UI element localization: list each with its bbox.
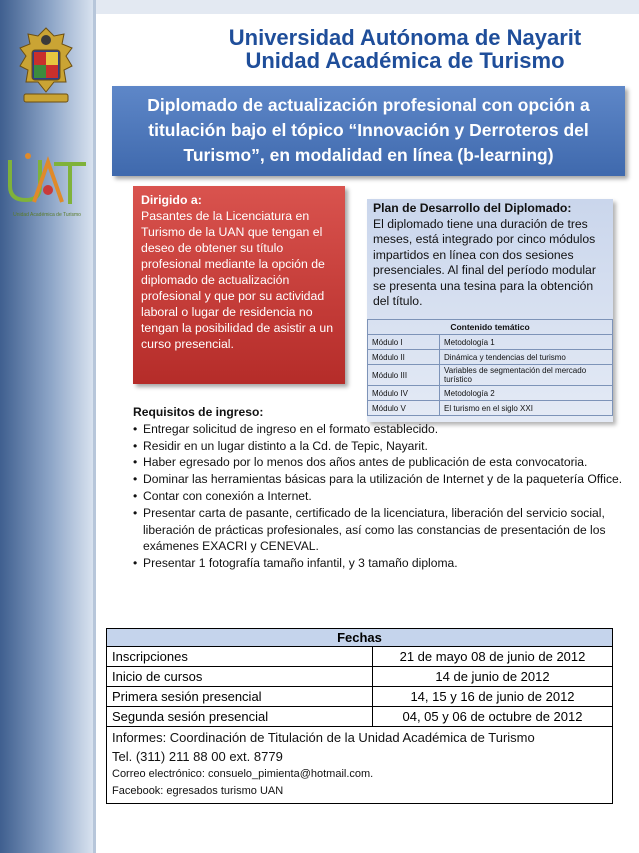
- table-row: [107, 707, 612, 727]
- left-sidebar-band: [0, 0, 93, 853]
- date-label: Segunda sesión presencial: [107, 707, 373, 726]
- plan-description: [367, 199, 613, 310]
- module-label: Módulo III: [368, 365, 440, 386]
- university-shield-logo: [14, 26, 78, 106]
- list-item: • Entregar solicitud de ingreso en el formato establecido.: [133, 421, 623, 438]
- list-item: • Presentar 1 fotografía tamaño infantil, y 3 tamaño diploma.: [133, 555, 623, 572]
- target-heading: Dirigido a:: [141, 193, 202, 207]
- module-topic: Metodología 2: [440, 386, 613, 401]
- module-topic: Dinámica y tendencias del turismo: [440, 350, 613, 365]
- date-label: Inscripciones: [107, 647, 373, 666]
- target-audience-box: [133, 186, 345, 384]
- module-topic: Variables de segmentación del mercado turístico: [440, 365, 613, 386]
- list-item: • Haber egresado por lo menos dos años antes de publicación de esta convocatoria.: [133, 454, 623, 471]
- university-name: Universidad Autónoma de Nayarit: [228, 25, 582, 50]
- date-label: Inicio de cursos: [107, 667, 373, 686]
- table-row: [368, 365, 613, 386]
- uat-logo: [4, 150, 90, 210]
- list-item: • Contar con conexión a Internet.: [133, 488, 623, 505]
- module-label: Módulo II: [368, 350, 440, 365]
- info-line: Informes: Coordinación de Titulación de la Unidad Académica de Turismo: [112, 730, 535, 745]
- table-row: [107, 667, 612, 687]
- module-label: Módulo V: [368, 401, 440, 416]
- header-title: [200, 26, 610, 72]
- table-row: [107, 647, 612, 667]
- facebook-line: Facebook: egresados turismo UAN: [112, 785, 284, 797]
- module-topic: El turismo en el siglo XXI: [440, 401, 613, 416]
- list-item: • Residir en un lugar distinto a la Cd. de Tepic, Nayarit.: [133, 438, 623, 455]
- diploma-title-box: Diplomado de actualización profesional con opción a titulación bajo el tópico “Innovación y Derroteros del Turismo”, en modalidad en línea (b-learning): [112, 86, 625, 176]
- sidebar-divider: [93, 0, 96, 853]
- module-label: Módulo IV: [368, 386, 440, 401]
- table-row: [107, 687, 612, 707]
- dates-table: [106, 628, 613, 804]
- table-row: [368, 386, 613, 401]
- date-value: 14, 15 y 16 de junio de 2012: [410, 689, 575, 704]
- table-row: [368, 335, 613, 350]
- date-label: Primera sesión presencial: [107, 687, 373, 706]
- plan-body: El diplomado tiene una duración de tres meses, está integrado por cinco módulos impartidos en línea con dos sesiones presenciales. Al final del período modular se presenta una tesina para la obtención del título.: [373, 216, 596, 308]
- dates-heading: Fechas: [107, 629, 612, 647]
- academic-unit-name: Unidad Académica de Turismo: [245, 48, 565, 73]
- plan-box: [367, 199, 613, 422]
- contact-info: [107, 727, 612, 803]
- top-band: [96, 0, 639, 14]
- date-value: 04, 05 y 06 de octubre de 2012: [402, 709, 583, 724]
- email-line: Correo electrónico: consuelo_pimienta@hotmail.com.: [112, 768, 374, 780]
- list-item: • Presentar carta de pasante, certificado de la licenciatura, liberación del servicio social, liberación de prácticas profesionales, así como las constancias de presentación de los exámenes EXACRI y CENEVAL.: [133, 505, 623, 555]
- phone-line: Tel. (311) 211 88 00 ext. 8779: [112, 749, 283, 764]
- date-value: 21 de mayo 08 de junio de 2012: [399, 649, 586, 664]
- modules-table-title: Contenido temático: [368, 320, 613, 335]
- date-value: 14 de junio de 2012: [435, 669, 550, 684]
- table-row: [368, 350, 613, 365]
- module-label: Módulo I: [368, 335, 440, 350]
- requirements-list: [133, 421, 623, 572]
- requirements-heading: Requisitos de ingreso:: [133, 405, 264, 419]
- plan-heading: Plan de Desarrollo del Diplomado:: [373, 201, 572, 215]
- module-topic: Metodología 1: [440, 335, 613, 350]
- list-item: • Dominar las herramientas básicas para la utilización de Internet y de la paquetería Office.: [133, 471, 623, 488]
- target-body: Pasantes de la Licenciatura en Turismo de la UAN que tengan el deseo de obtener su título profesional mediante la opción de diplomado de actualización profesional y que por su actividad laboral o lugar de residencia no tengan la posibilidad de asistir a un curso presencial.: [141, 209, 334, 351]
- requirements-section: [133, 404, 623, 572]
- modules-table: [367, 319, 613, 416]
- uat-logo-caption: Unidad Académica de Turismo: [13, 212, 81, 218]
